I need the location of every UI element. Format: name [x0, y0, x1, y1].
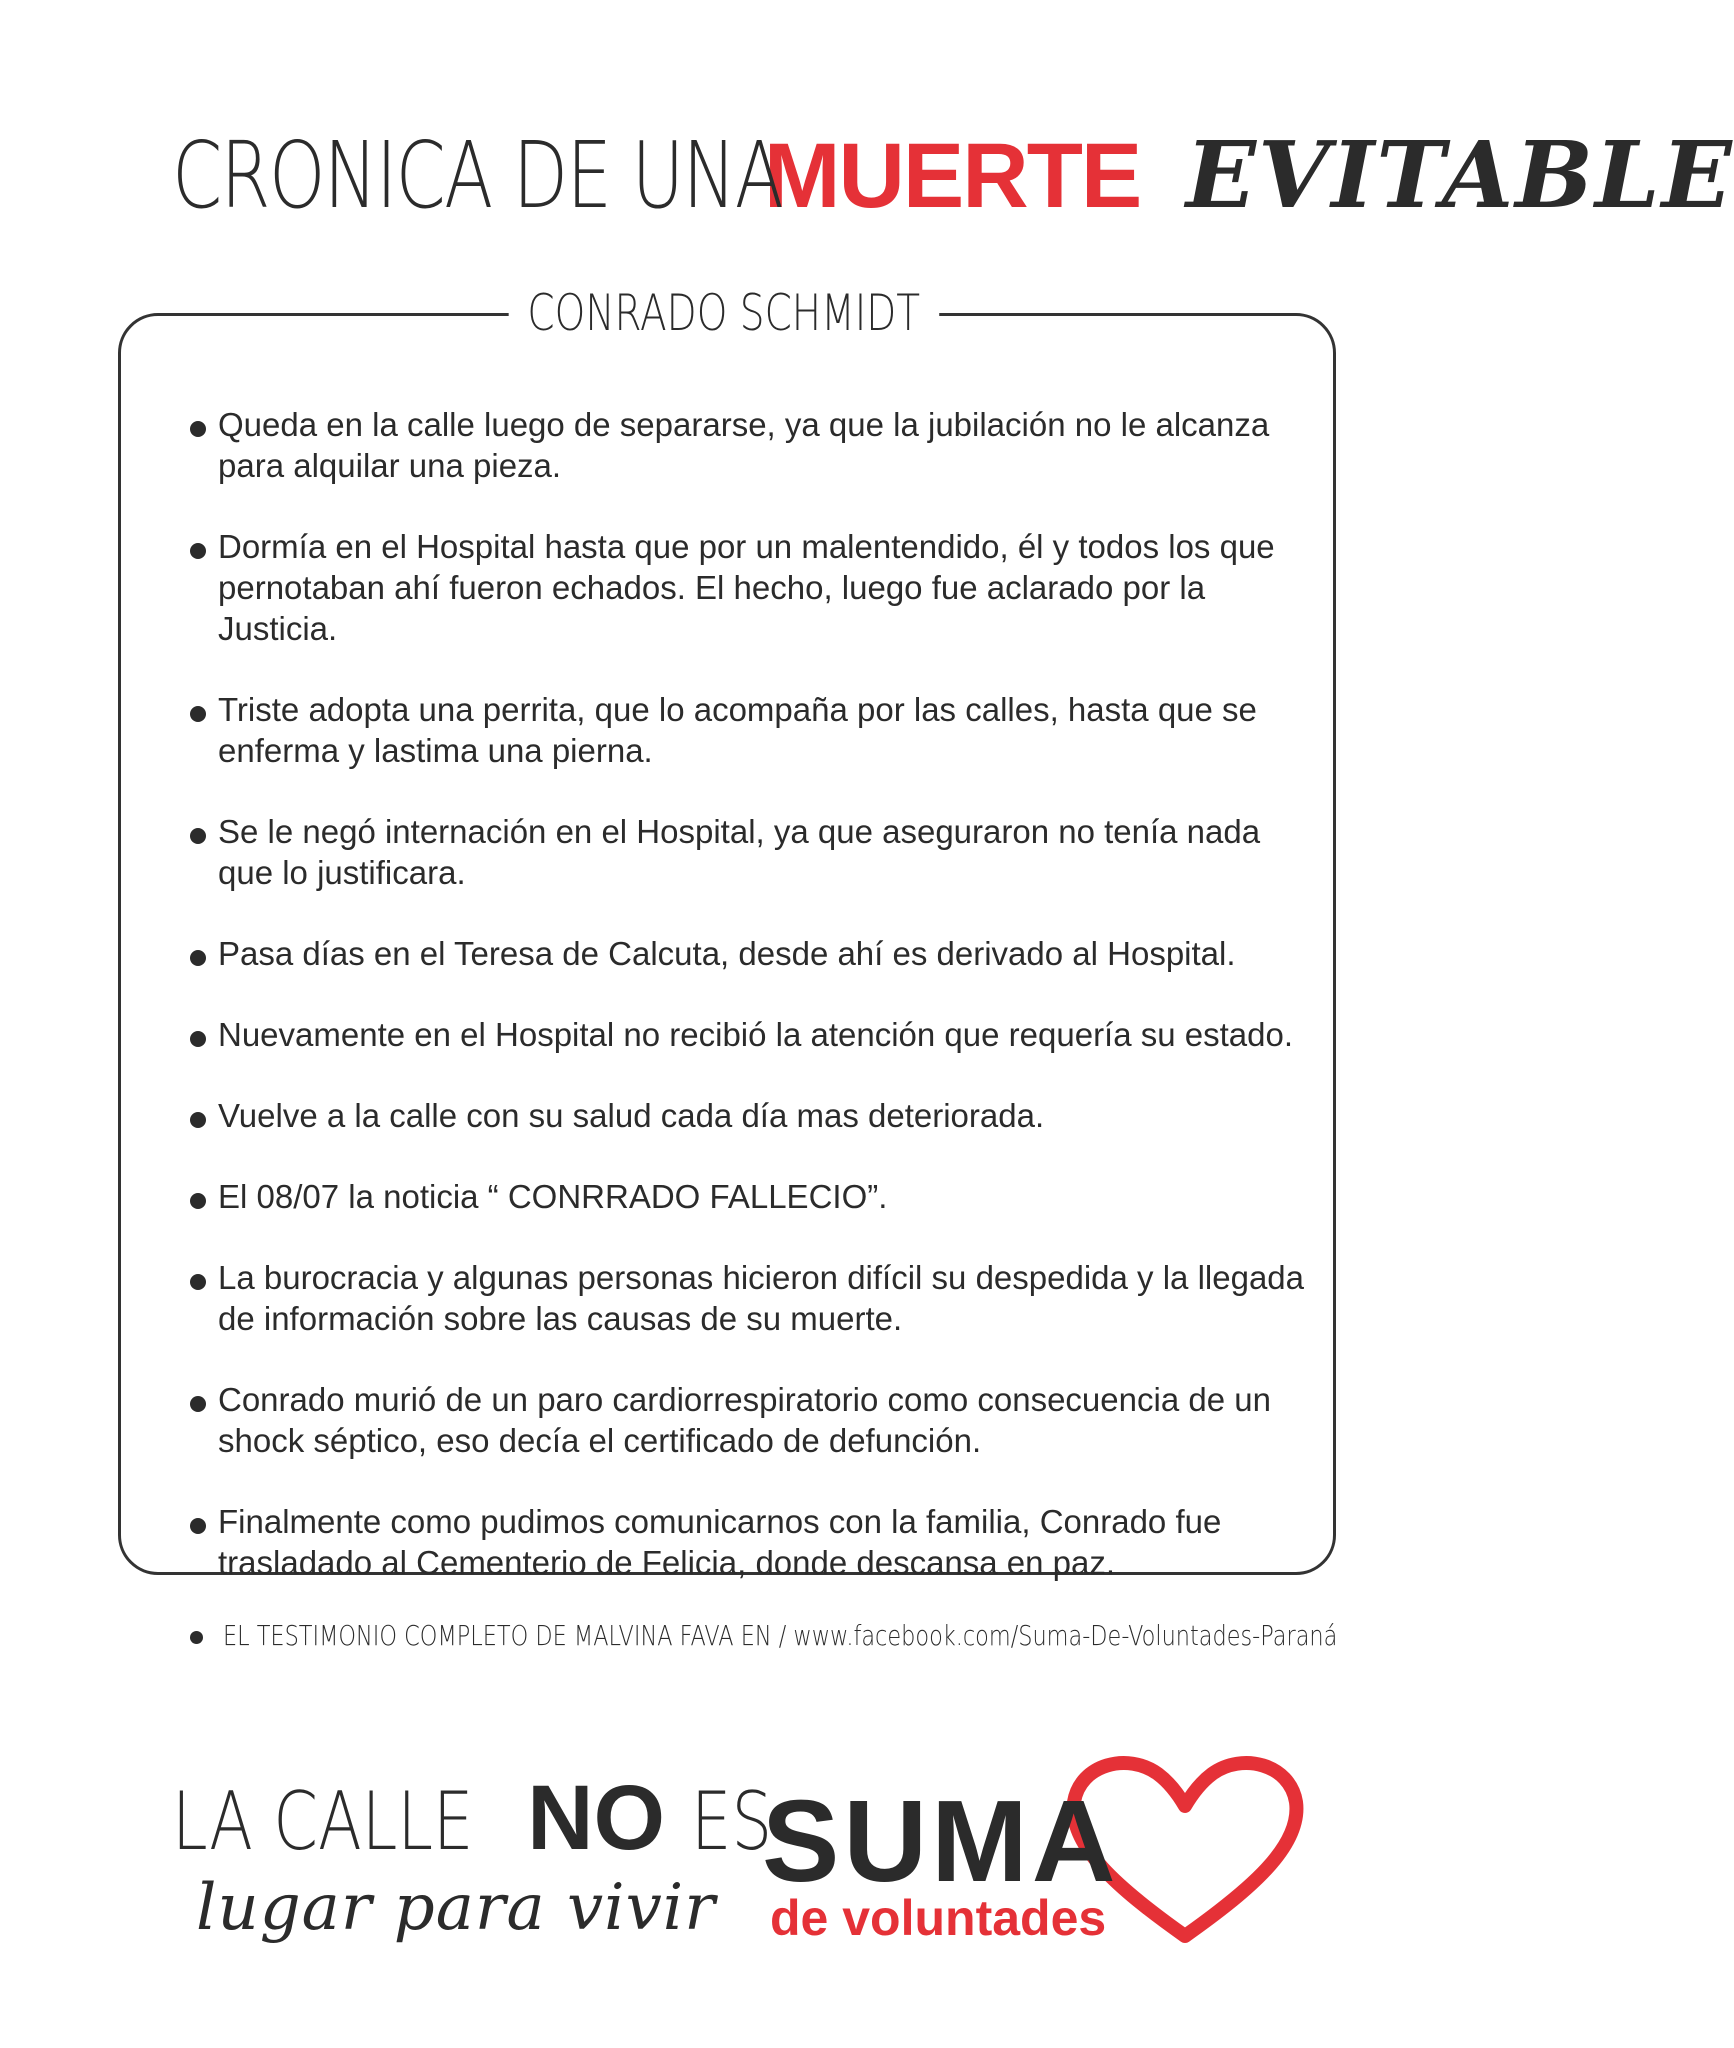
bullet-icon: [190, 1274, 206, 1290]
page-title: [0, 120, 1734, 231]
bullet-icon: [190, 1031, 206, 1047]
bullet-icon: [190, 828, 206, 844]
bullet-icon: [190, 950, 206, 966]
title-part-muerte: MUERTE: [763, 125, 1141, 227]
slogan-no: NO: [527, 1767, 666, 1869]
suma-de-voluntades-logo: [760, 1750, 1320, 1970]
campaign-slogan: [172, 1767, 773, 1970]
slogan-la-calle: LA CALLE: [172, 1775, 474, 1868]
bullet-icon: [190, 1112, 206, 1128]
title-part-evitable: EVITABLE: [1185, 121, 1734, 229]
chronology-list: [190, 404, 1310, 1623]
slogan-line-1: [172, 1767, 793, 1870]
list-item: Vuelve a la calle con su salud cada día mas deteriorada.: [190, 1095, 1310, 1136]
bullet-icon: [190, 706, 206, 722]
logo-de-voluntades: de voluntades: [770, 1890, 1107, 1946]
list-item: Triste adopta una perrita, que lo acompaña por las calles, hasta que se enferma y lastima una pierna.: [190, 689, 1310, 771]
bullet-icon: [190, 543, 206, 559]
list-item: Se le negó internación en el Hospital, ya que aseguraron no tenía nada que lo justificara.: [190, 811, 1310, 893]
list-item: Queda en la calle luego de separarse, ya que la jubilación no le alcanza para alquilar una pieza.: [190, 404, 1310, 486]
bullet-icon: [190, 1518, 206, 1534]
list-item: Nuevamente en el Hospital no recibió la atención que requería su estado.: [190, 1014, 1310, 1055]
logo-suma: SUMA: [762, 1776, 1120, 1906]
list-item: El 08/07 la noticia “ CONRRADO FALLECIO”.: [190, 1176, 1310, 1217]
bullet-icon: [190, 1396, 206, 1412]
source-footnote: [190, 1618, 1340, 1654]
bullet-icon: [190, 421, 206, 437]
box-title-text: CONRADO SCHMIDT: [508, 282, 938, 344]
bullet-icon: [190, 1193, 206, 1209]
slogan-line-2: lugar para vivir: [196, 1871, 716, 1945]
footnote-text: EL TESTIMONIO COMPLETO DE MALVINA FAVA EN / www.facebook.com/Suma-De-Voluntades-Paraná: [223, 1619, 1338, 1652]
box-heading: [0, 282, 1447, 344]
list-item: Conrado murió de un paro cardiorrespiratorio como consecuencia de un shock séptico, eso decía el certificado de defunción.: [190, 1379, 1310, 1461]
list-item: Finalmente como pudimos comunicarnos con la familia, Conrado fue trasladado al Cementerio de Felicia, donde descansa en paz.: [190, 1501, 1310, 1583]
list-item: Dormía en el Hospital hasta que por un malentendido, él y todos los que pernotaban ahí fueron echados. El hecho, luego fue aclarado por la Justicia.: [190, 526, 1310, 649]
list-item: Pasa días en el Teresa de Calcuta, desde ahí es derivado al Hospital.: [190, 933, 1310, 974]
bullet-icon: [190, 1631, 203, 1644]
slogan-es: ES: [691, 1775, 773, 1868]
title-part-cronica: CRONICA DE UNA: [172, 122, 783, 229]
list-item: La burocracia y algunas personas hicieron difícil su despedida y la llegada de información sobre las causas de su muerte.: [190, 1257, 1310, 1339]
